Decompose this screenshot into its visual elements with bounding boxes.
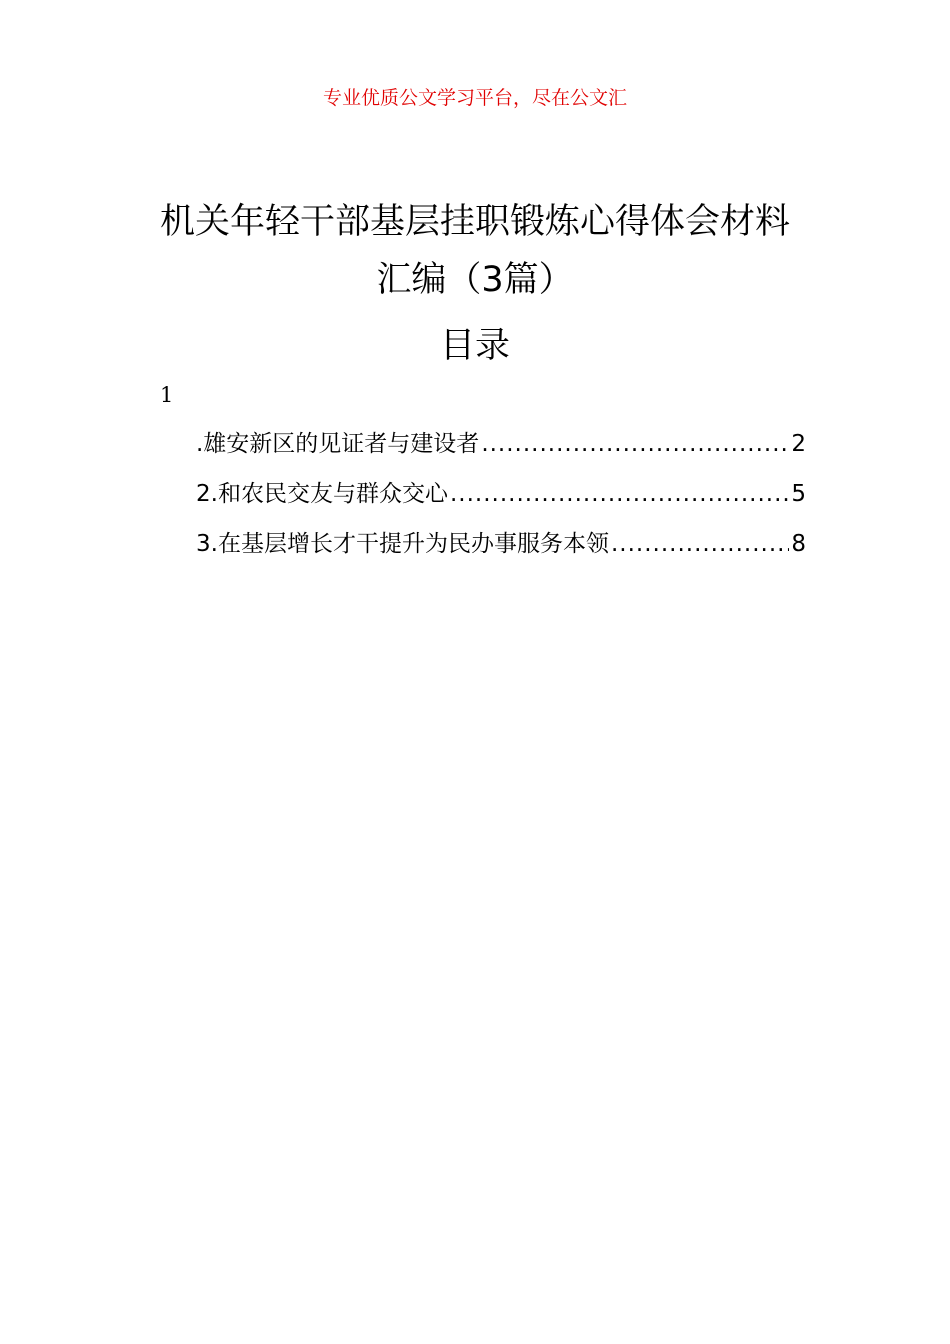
header-banner: 专业优质公文学习平台，尽在公文汇 bbox=[322, 87, 627, 109]
toc-entry-page: 2 bbox=[791, 431, 806, 457]
document-title-line-2: 汇编（3篇） bbox=[376, 260, 574, 301]
toc-entry-title: .雄安新区的见证者与建设者 bbox=[196, 431, 480, 457]
toc-entry-page: 8 bbox=[791, 531, 806, 557]
toc-entry-title: 2.和农民交友与群众交心 bbox=[196, 481, 448, 507]
toc-entry-title: 3.在基层增长才干提升为民办事服务本领 bbox=[196, 531, 609, 557]
toc-dot-leader bbox=[611, 522, 789, 566]
toc-entry[interactable] bbox=[196, 522, 806, 572]
document-title bbox=[100, 193, 850, 309]
toc-dot-leader bbox=[450, 472, 789, 516]
toc-heading: 目录 bbox=[439, 326, 510, 366]
toc-entry[interactable] bbox=[196, 422, 806, 472]
toc-entry-page: 5 bbox=[791, 481, 806, 507]
toc-entry[interactable] bbox=[196, 472, 806, 522]
toc-stray-number: 1 bbox=[160, 383, 174, 407]
toc-dot-leader bbox=[481, 422, 789, 466]
table-of-contents bbox=[196, 422, 806, 572]
document-title-line-1: 机关年轻干部基层挂职锻炼心得体会材料 bbox=[159, 202, 790, 243]
